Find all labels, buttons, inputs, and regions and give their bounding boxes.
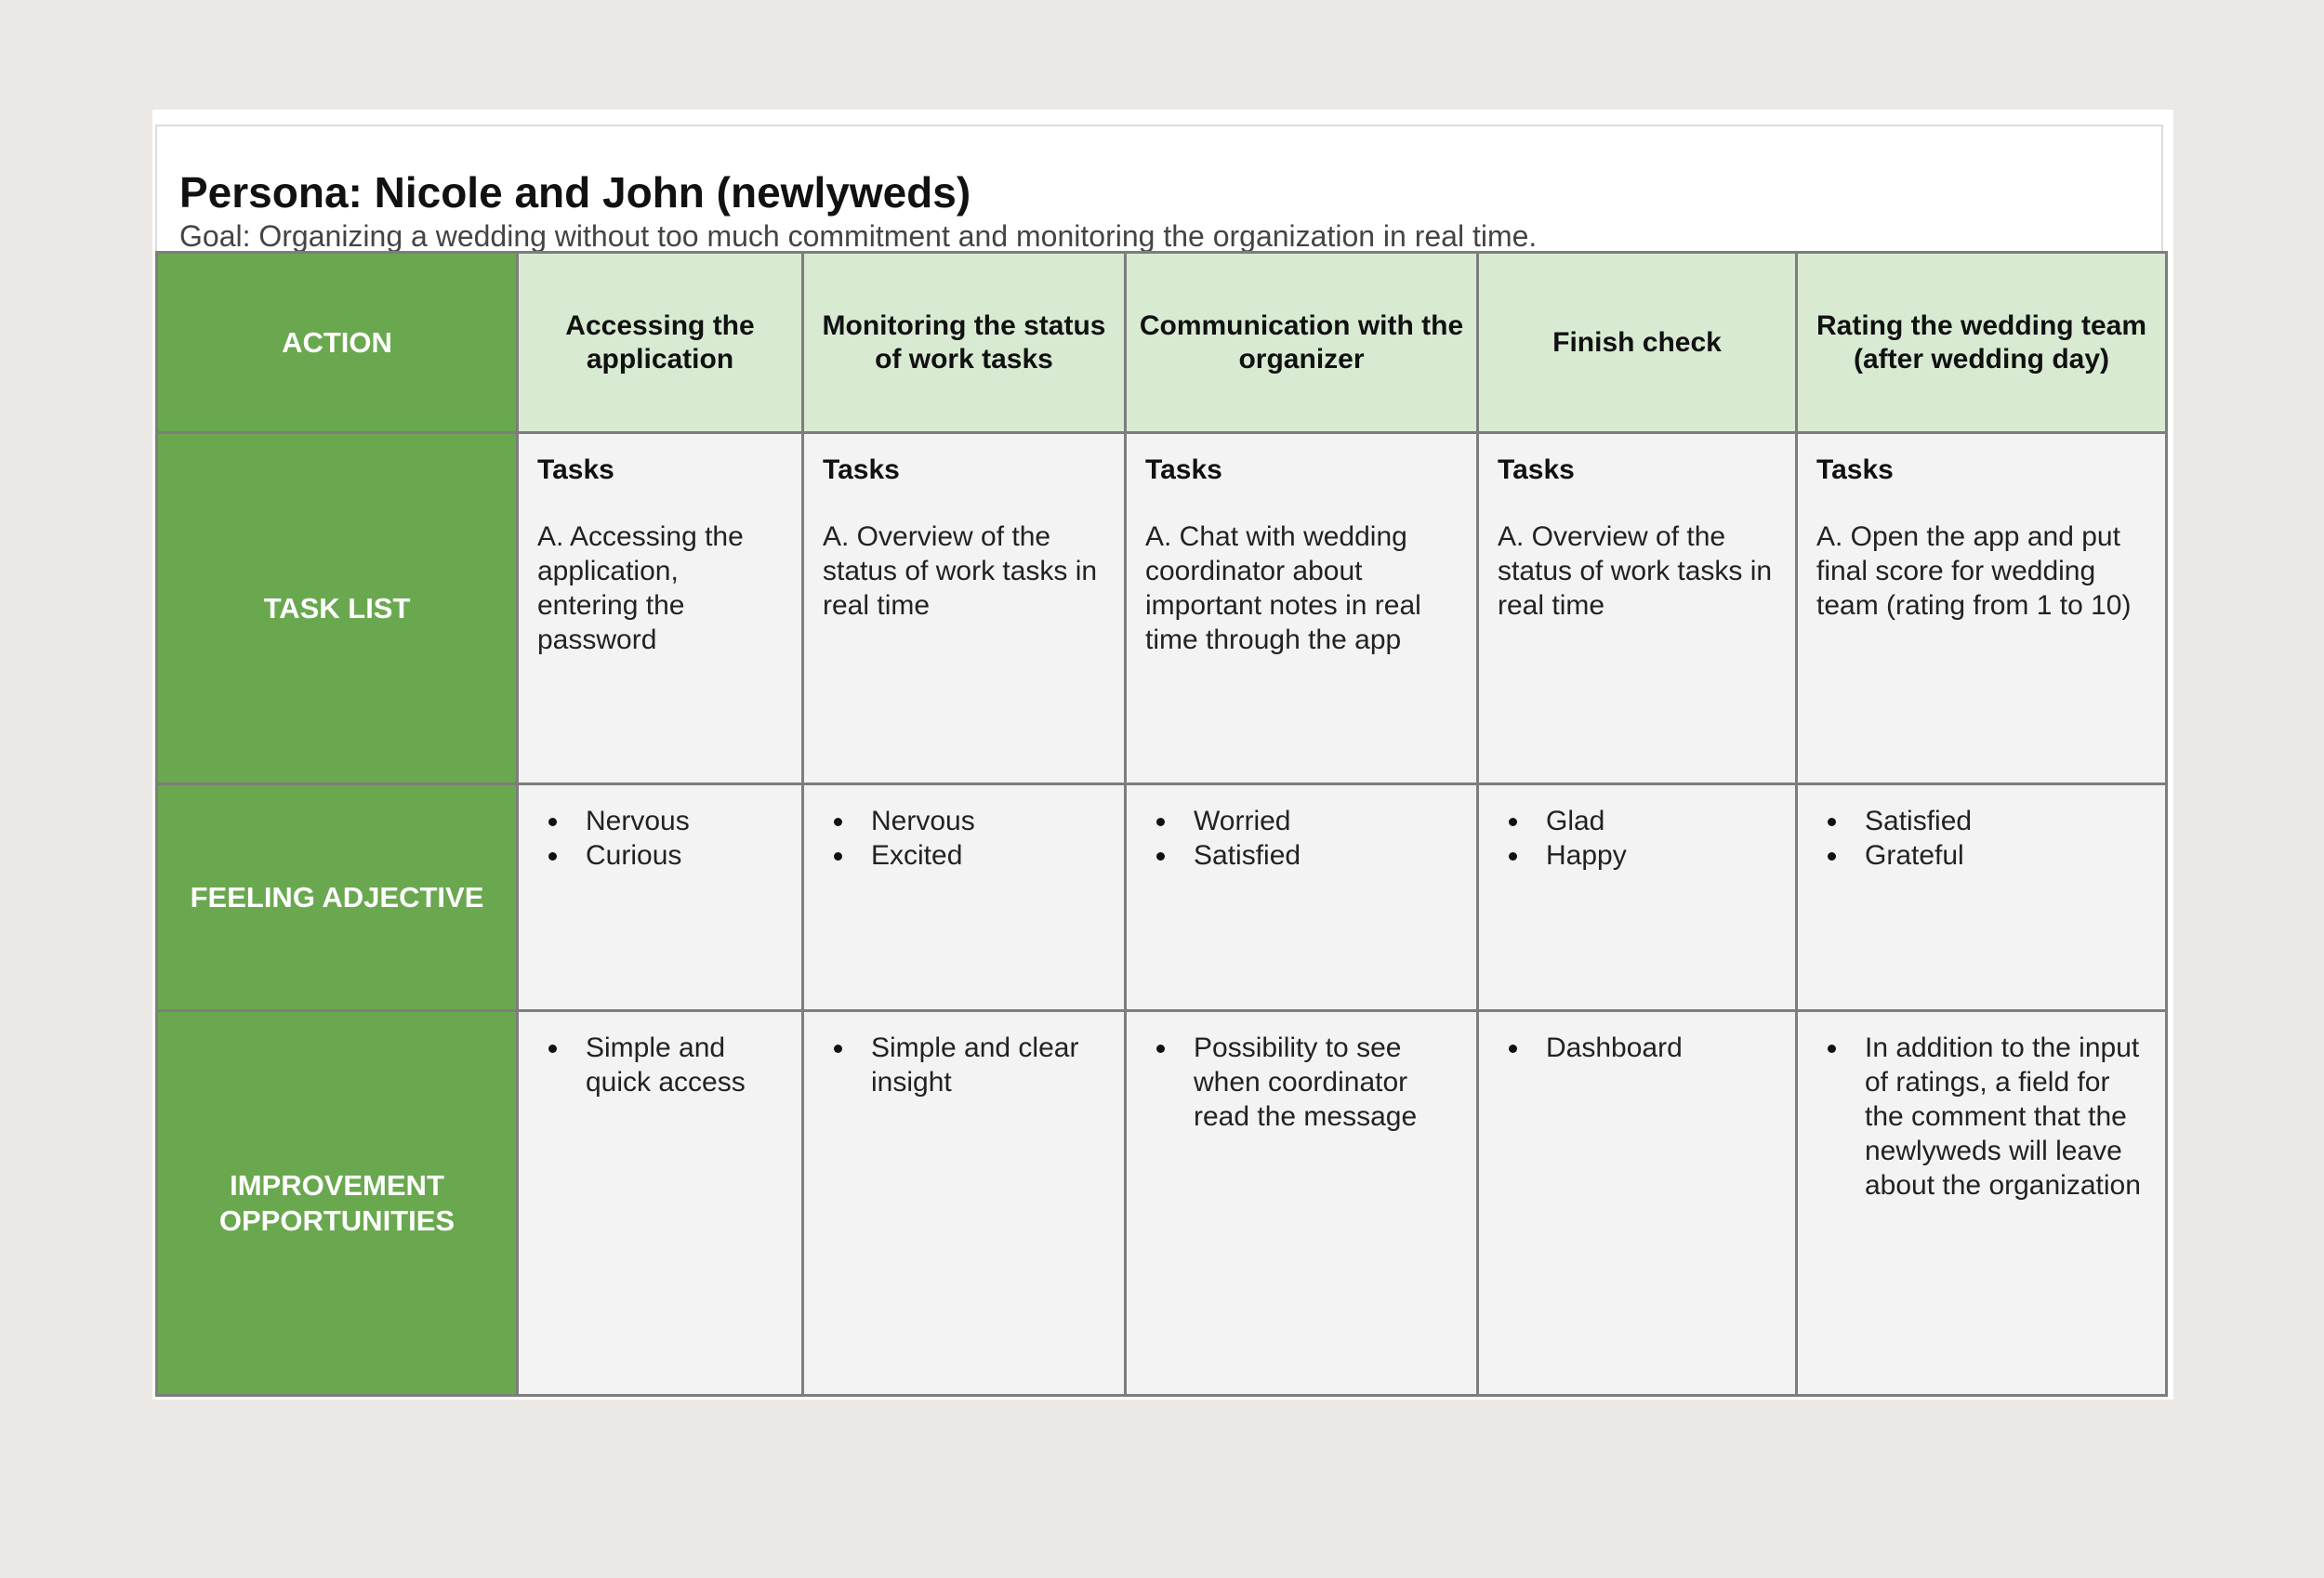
task-text: A. Open the app and put final score for wedding team (rating from 1 to 10) bbox=[1816, 521, 2132, 621]
row-header-feeling: FEELING ADJECTIVE bbox=[157, 784, 518, 1011]
feeling-cell bbox=[1126, 784, 1478, 1011]
improvement-list bbox=[1479, 1012, 1795, 1065]
tasks-title: Tasks bbox=[537, 454, 614, 485]
list-item: Satisfied bbox=[1127, 838, 1461, 873]
journey-map-table bbox=[155, 251, 2168, 1397]
task-cell bbox=[518, 433, 803, 784]
improvement-list bbox=[804, 1012, 1124, 1099]
improvement-list bbox=[1127, 1012, 1476, 1134]
list-item: Excited bbox=[804, 838, 1109, 873]
task-text: A. Accessing the application, entering the password bbox=[537, 521, 744, 655]
task-cell bbox=[803, 433, 1126, 784]
feeling-list bbox=[1798, 785, 2165, 873]
list-item: Worried bbox=[1127, 804, 1461, 838]
improvement-cell bbox=[518, 1011, 803, 1396]
list-item: Satisfied bbox=[1798, 804, 2150, 838]
improvement-list bbox=[1798, 1012, 2165, 1203]
feeling-cell bbox=[803, 784, 1126, 1011]
list-item: Nervous bbox=[804, 804, 1109, 838]
improvement-cell bbox=[1797, 1011, 2167, 1396]
list-item: Grateful bbox=[1798, 838, 2150, 873]
list-item: Simple and clear insight bbox=[804, 1031, 1109, 1099]
action-accessing-application: Accessing the application bbox=[518, 253, 803, 433]
feeling-list bbox=[804, 785, 1124, 873]
feeling-cell bbox=[518, 784, 803, 1011]
task-list-row bbox=[157, 433, 2167, 784]
persona-title: Persona: Nicole and John (newlyweds) bbox=[179, 168, 971, 217]
list-item: Curious bbox=[519, 838, 786, 873]
row-header-improvement-line-1: IMPROVEMENT bbox=[230, 1168, 444, 1202]
feeling-list bbox=[519, 785, 801, 873]
row-header-task-list: TASK LIST bbox=[157, 433, 518, 784]
list-item: Possibility to see when coordinator read the message bbox=[1127, 1031, 1461, 1134]
improvement-cell bbox=[1478, 1011, 1797, 1396]
action-rating-team: Rating the wedding team (after wedding day) bbox=[1797, 253, 2167, 433]
row-header-improvement bbox=[157, 1011, 518, 1396]
journey-map-card bbox=[152, 110, 2173, 1400]
action-row bbox=[157, 253, 2167, 433]
feeling-row bbox=[157, 784, 2167, 1011]
tasks-title: Tasks bbox=[1816, 454, 1894, 485]
feeling-cell bbox=[1797, 784, 2167, 1011]
list-item: Nervous bbox=[519, 804, 786, 838]
action-communication-organizer: Communication with the organizer bbox=[1126, 253, 1478, 433]
task-text: A. Chat with wedding coordinator about important notes in real time through the app bbox=[1145, 521, 1421, 655]
tasks-title: Tasks bbox=[1498, 454, 1575, 485]
list-item: Simple and quick access bbox=[519, 1031, 786, 1099]
list-item: Dashboard bbox=[1479, 1031, 1780, 1065]
task-cell bbox=[1478, 433, 1797, 784]
task-text: A. Overview of the status of work tasks in real time bbox=[823, 521, 1098, 621]
list-item: Happy bbox=[1479, 838, 1780, 873]
improvement-cell bbox=[803, 1011, 1126, 1396]
feeling-list bbox=[1479, 785, 1795, 873]
list-item: Glad bbox=[1479, 804, 1780, 838]
improvement-row bbox=[157, 1011, 2167, 1396]
action-monitoring-status: Monitoring the status of work tasks bbox=[803, 253, 1126, 433]
improvement-list bbox=[519, 1012, 801, 1099]
task-text: A. Overview of the status of work tasks in real time bbox=[1498, 521, 1773, 621]
row-header-improvement-line-2: OPPORTUNITIES bbox=[218, 1203, 456, 1237]
tasks-title: Tasks bbox=[1145, 454, 1222, 485]
action-finish-check: Finish check bbox=[1478, 253, 1797, 433]
task-cell bbox=[1126, 433, 1478, 784]
tasks-title: Tasks bbox=[823, 454, 900, 485]
persona-goal: Goal: Organizing a wedding without too much commitment and monitoring the organization in real time. bbox=[179, 219, 1538, 253]
feeling-cell bbox=[1478, 784, 1797, 1011]
list-item: In addition to the input of ratings, a field for the comment that the newlyweds will leave about the organization bbox=[1798, 1031, 2150, 1203]
row-header-action: ACTION bbox=[157, 253, 518, 433]
improvement-cell bbox=[1126, 1011, 1478, 1396]
feeling-list bbox=[1127, 785, 1476, 873]
task-cell bbox=[1797, 433, 2167, 784]
